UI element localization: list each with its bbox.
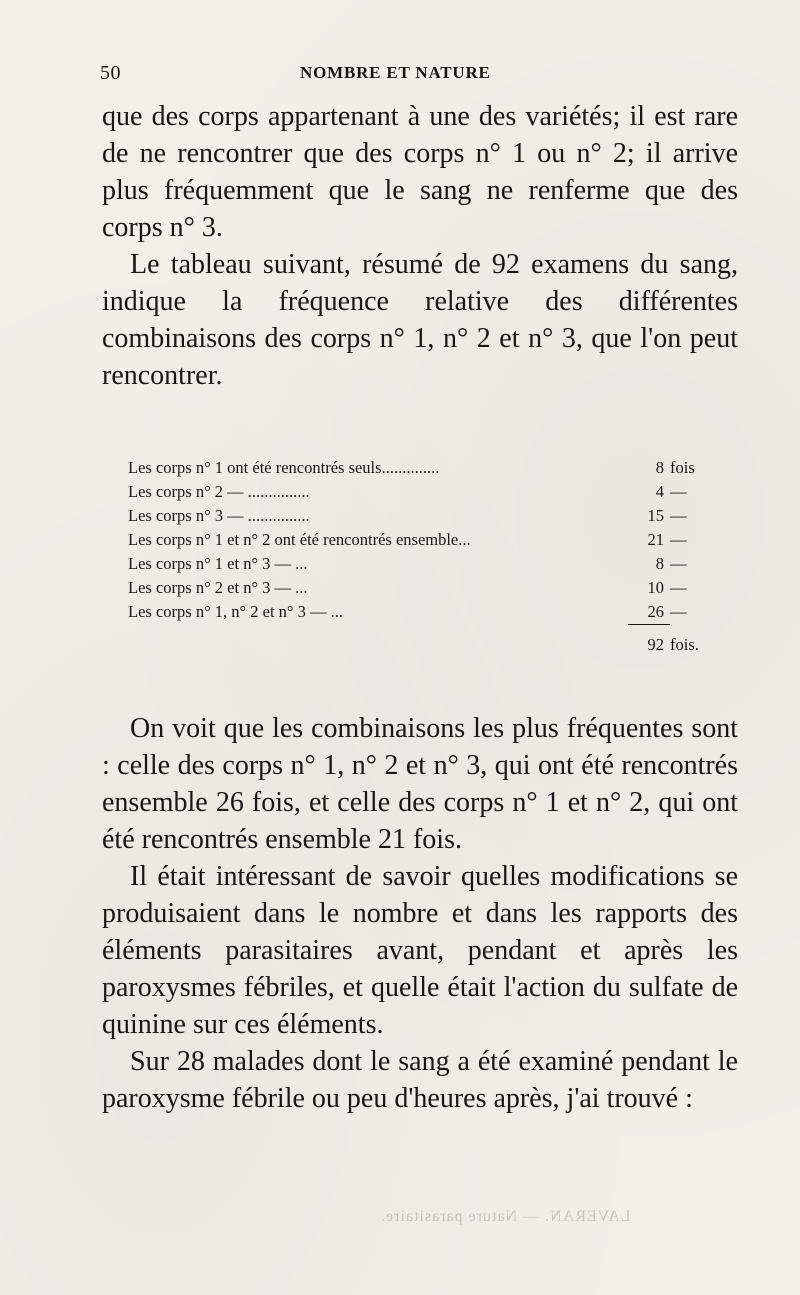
row-count: 21 <box>647 530 664 549</box>
row-unit: — <box>670 578 687 597</box>
frequency-table <box>128 456 708 657</box>
paragraph-results-intro: Sur 28 malades dont le sang a été examiné pendant le paroxysme fébrile ou peu d'heures après, j'ai trouvé : <box>102 1046 738 1114</box>
row-label: Les corps n° 2 — ............... <box>128 482 310 501</box>
row-count: 26 <box>628 600 670 625</box>
row-count: 8 <box>655 458 664 477</box>
table-total-row <box>128 625 708 658</box>
row-count: 8 <box>655 554 664 573</box>
text-block-bottom <box>102 710 738 1117</box>
row-count: 4 <box>655 482 664 501</box>
row-label: Les corps n° 1 et n° 3 — ... <box>128 554 308 573</box>
row-unit: — <box>670 554 687 573</box>
bleed-through-text: LAVERAN. — Nature parasitaire. <box>380 1208 631 1225</box>
table-row <box>128 480 708 504</box>
row-unit: — <box>670 482 687 501</box>
row-count: 15 <box>647 506 664 525</box>
paragraph-question: Il était intéressant de savoir quelles modifications se produisaient dans le nombre et dans les rapports des éléments parasitaires avant, pendant et après les paroxysmes fébriles, et quelle était l'action du sulfate de quinine sur ces éléments. <box>102 861 738 1040</box>
paragraph-conclusion: On voit que les combinaisons les plus fréquentes sont : celle des corps n° 1, n° 2 et n° 3, qui ont été rencontrés ensemble 26 fois, et celle des corps n° 1 et n° 2, qui ont été rencontrés ensemble 21 fois. <box>102 713 738 855</box>
total-spacer <box>128 625 628 658</box>
page-header <box>100 62 740 90</box>
row-label: Les corps n° 3 — ............... <box>128 506 310 525</box>
row-label: Les corps n° 1, n° 2 et n° 3 — ... <box>128 602 344 621</box>
page-number: 50 <box>100 62 121 84</box>
row-unit: fois <box>670 458 695 477</box>
table-row <box>128 600 708 625</box>
total-count: 92 <box>647 635 664 654</box>
table-row <box>128 552 708 576</box>
row-unit: — <box>670 506 687 525</box>
table-row <box>128 504 708 528</box>
row-label: Les corps n° 1 ont été rencontrés seuls.............. <box>128 458 440 477</box>
table-row <box>128 528 708 552</box>
text-block-top <box>102 98 738 394</box>
total-unit: fois. <box>670 635 699 654</box>
row-label: Les corps n° 2 et n° 3 — ... <box>128 578 308 597</box>
paragraph-table-intro: Le tableau suivant, résumé de 92 examens du sang, indique la fréquence relative des différentes combinaisons des corps n° 1, n° 2 et n° 3, que l'on peut rencontrer. <box>102 249 738 391</box>
running-title: NOMBRE ET NATURE <box>300 63 491 82</box>
row-unit: — <box>670 530 687 549</box>
row-unit: — <box>670 602 687 621</box>
table-row <box>128 576 708 600</box>
paragraph-continuation: que des corps appartenant à une des variétés; il est rare de ne rencontrer que des corps n° 1 ou n° 2; il arrive plus fréquemment que le sang ne renferme que des corps n° 3. <box>102 101 738 243</box>
row-count: 10 <box>647 578 664 597</box>
table-row <box>128 456 708 480</box>
row-label: Les corps n° 1 et n° 2 ont été rencontrés ensemble... <box>128 530 471 549</box>
